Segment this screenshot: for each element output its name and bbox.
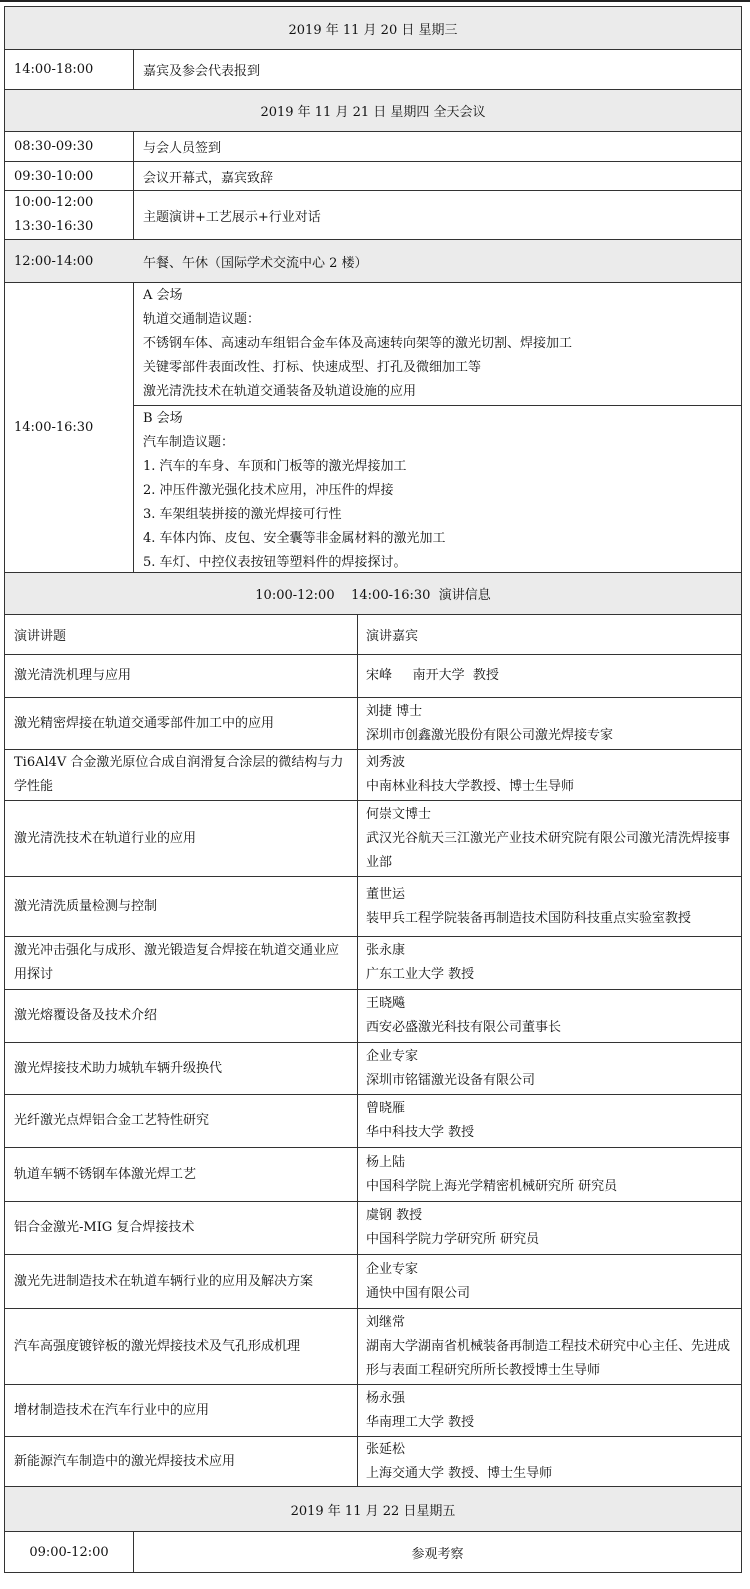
talk-speaker-affiliation: 中国科学院上海光学精密机械研究所 研究员 (366, 1178, 618, 1194)
keynote-row (4, 191, 742, 240)
talk-speaker-name: 刘捷 博士 (366, 703, 423, 719)
lunch-row (4, 240, 742, 283)
session-b-item: 3. 车架组装拼接的激光焊接可行性 (143, 507, 342, 522)
talk-topic: 激光熔覆设备及技术介绍 (5, 990, 358, 1042)
talk-topic: 激光冲击强化与成形、激光锻造复合焊接在轨道交通业应用探讨 (5, 937, 358, 989)
talk-row (4, 750, 742, 801)
talk-speaker-affiliation: 华中科技大学 教授 (366, 1125, 475, 1140)
talk-speaker-name: 刘秀波 (366, 755, 406, 770)
talk-row (4, 1255, 742, 1309)
event-cell: 会议开幕式，嘉宾致辞 (143, 170, 274, 186)
time-cell: 14:00-18:00 (5, 50, 134, 89)
day2-header-text: 2019 年 11 月 21 日 星期四 全天会议 (260, 105, 486, 120)
sessions-row (4, 283, 742, 573)
talk-topic: 激光清洗机理与应用 (5, 655, 358, 697)
talk-speaker-name: 张永康 (366, 943, 406, 958)
talk-speaker-name: 张延松 (366, 1441, 406, 1457)
talk-speaker-affiliation: 通快中国有限公司 (366, 1285, 471, 1301)
talk-topic: 激光清洗技术在轨道行业的应用 (5, 801, 358, 876)
talk-topic: 汽车高强度镀锌板的激光焊接技术及气孔形成机理 (5, 1309, 358, 1384)
sessions-time-cell: 14:00-16:30 (5, 283, 134, 572)
conference-schedule-table (4, 6, 742, 1573)
session-a-title: A 会场 (143, 288, 183, 303)
day3-header-text: 2019 年 11 月 22 日星期五 (290, 1503, 456, 1519)
talk-speaker-name: 企业专家 (366, 1261, 419, 1277)
top-rule (0, 0, 750, 2)
talk-topic: 光纤激光点焊铝合金工艺特性研究 (5, 1095, 358, 1147)
talk-speaker-affiliation: 深圳市创鑫激光股份有限公司激光焊接专家 (366, 727, 614, 743)
talk-speaker-name: 企业专家 (366, 1048, 419, 1064)
talk-row (4, 801, 742, 877)
talk-topic: 轨道车辆不锈钢车体激光焊工艺 (5, 1148, 358, 1201)
talk-topic: 铝合金激光-MIG 复合焊接技术 (5, 1202, 358, 1254)
talks-header (4, 573, 742, 615)
topic-column-header: 演讲讲题 (5, 615, 358, 654)
event-cell: 嘉宾及参会代表报到 (143, 64, 261, 79)
talk-topic: 激光精密焊接在轨道交通零部件加工中的应用 (5, 698, 358, 749)
session-b-title: B 会场 (143, 411, 183, 426)
sessions-content (134, 283, 741, 572)
event-cell: 参观考察 (411, 1546, 464, 1562)
talks-column-header-row (4, 615, 742, 655)
talk-topic: 激光焊接技术助力城轨车辆升级换代 (5, 1043, 358, 1094)
talk-speaker-name: 曾晓雁 (366, 1101, 406, 1116)
talk-topic: 新能源汽车制造中的激光焊接技术应用 (5, 1437, 358, 1486)
talk-topic: 增材制造技术在汽车行业中的应用 (5, 1385, 358, 1436)
talk-speaker-affiliation: 上海交通大学 教授、博士生导师 (366, 1465, 553, 1481)
session-b-subtitle: 汽车制造议题： (143, 435, 235, 450)
talk-row (4, 990, 742, 1043)
talk-speaker-affiliation: 华南理工大学 教授 (366, 1414, 475, 1430)
talk-topic: 激光清洗质量检测与控制 (5, 877, 358, 936)
talk-speaker-affiliation: 装甲兵工程学院装备再制造技术国防科技重点实验室教授 (366, 910, 692, 926)
talk-speaker-name: 刘继常 (366, 1314, 406, 1330)
time-cell: 08:30-09:30 (5, 132, 134, 161)
time-cell: 09:30-10:00 (5, 162, 134, 190)
talk-speaker-name: 何崇文博士 (366, 806, 432, 822)
day1-header-text: 2019 年 11 月 20 日 星期三 (288, 22, 458, 38)
talk-speaker-name: 董世运 (366, 886, 406, 902)
session-a-item: 不锈钢车体、高速动车组铝合金车体及高速转向架等的激光切割、焊接加工 (143, 336, 573, 351)
keynote-time-2: 13:30-16:30 (14, 219, 94, 234)
session-a-subtitle: 轨道交通制造议题： (143, 312, 261, 327)
time-cell: 09:00-12:00 (5, 1532, 134, 1572)
day3-header (4, 1487, 742, 1532)
talk-speaker-affiliation: 广东工业大学 教授 (366, 967, 475, 982)
talk-row (4, 937, 742, 990)
session-a (134, 283, 741, 406)
schedule-row (4, 50, 742, 90)
talk-speaker-affiliation: 中南林业科技大学教授、博士生导师 (366, 779, 575, 794)
keynote-event-cell: 主题演讲+工艺展示+行业对话 (143, 209, 321, 225)
schedule-row (4, 162, 742, 191)
talk-speaker-name: 杨永强 (366, 1390, 406, 1406)
talk-speaker-affiliation: 湖南大学湖南省机械装备再制造工程技术研究中心主任、先进成形与表面工程研究所所长教授博士生导师 (366, 1338, 731, 1378)
session-b-item: 1. 汽车的车身、车顶和门板等的激光焊接加工 (143, 459, 407, 474)
talk-speaker-name: 虞钢 教授 (366, 1208, 423, 1223)
schedule-row (4, 132, 742, 162)
event-cell: 与会人员签到 (143, 141, 222, 156)
talk-speaker-affiliation: 中国科学院力学研究所 研究员 (366, 1232, 540, 1247)
talk-topic: 激光先进制造技术在轨道车辆行业的应用及解决方案 (5, 1255, 358, 1308)
day2-header (4, 90, 742, 132)
talks-header-text: 10:00-12:00 14:00-16:30 演讲信息 (255, 588, 491, 603)
talk-topic: Ti6Al4V 合金激光原位合成自润滑复合涂层的微结构与力学性能 (5, 750, 358, 800)
talk-speaker-affiliation: 武汉光谷航天三江激光产业技术研究院有限公司激光清洗焊接事业部 (366, 830, 731, 870)
talk-speaker-name: 宋峰 南开大学 教授 (366, 668, 499, 683)
talk-row (4, 1437, 742, 1487)
talk-row (4, 1385, 742, 1437)
day1-header (4, 6, 742, 50)
session-a-item: 关键零部件表面改性、打标、快速成型、打孔及微细加工等 (143, 360, 482, 375)
session-a-item: 激光清洗技术在轨道交通装备及轨道设施的应用 (143, 384, 417, 399)
talk-row (4, 1148, 742, 1202)
keynote-time-cell (5, 191, 134, 239)
talk-row (4, 655, 742, 698)
lunch-time-cell: 12:00-14:00 (14, 253, 94, 269)
keynote-time-1: 10:00-12:00 (14, 195, 94, 210)
speaker-column-header: 演讲嘉宾 (366, 629, 419, 644)
talk-row (4, 1309, 742, 1385)
talk-row (4, 1043, 742, 1095)
talk-speaker-affiliation: 西安必盛激光科技有限公司董事长 (366, 1020, 562, 1035)
talk-row (4, 1202, 742, 1255)
talk-speaker-affiliation: 深圳市铭镭激光设备有限公司 (366, 1072, 536, 1088)
talk-row (4, 1095, 742, 1148)
session-b-item: 5. 车灯、中控仪表按钮等塑料件的焊接探讨。 (143, 555, 407, 570)
session-b-item: 4. 车体内饰、皮包、安全囊等非金属材料的激光加工 (143, 531, 446, 546)
talk-speaker-name: 王晓飚 (366, 996, 406, 1011)
talk-row (4, 698, 742, 750)
lunch-event-cell: 午餐、午休（国际学术交流中心 2 楼） (143, 255, 368, 271)
talk-row (4, 877, 742, 937)
session-b-item: 2. 冲压件激光强化技术应用，冲压件的焊接 (143, 483, 394, 498)
schedule-row (4, 1532, 742, 1573)
talk-speaker-name: 杨上陆 (366, 1154, 406, 1170)
session-b (134, 406, 741, 576)
